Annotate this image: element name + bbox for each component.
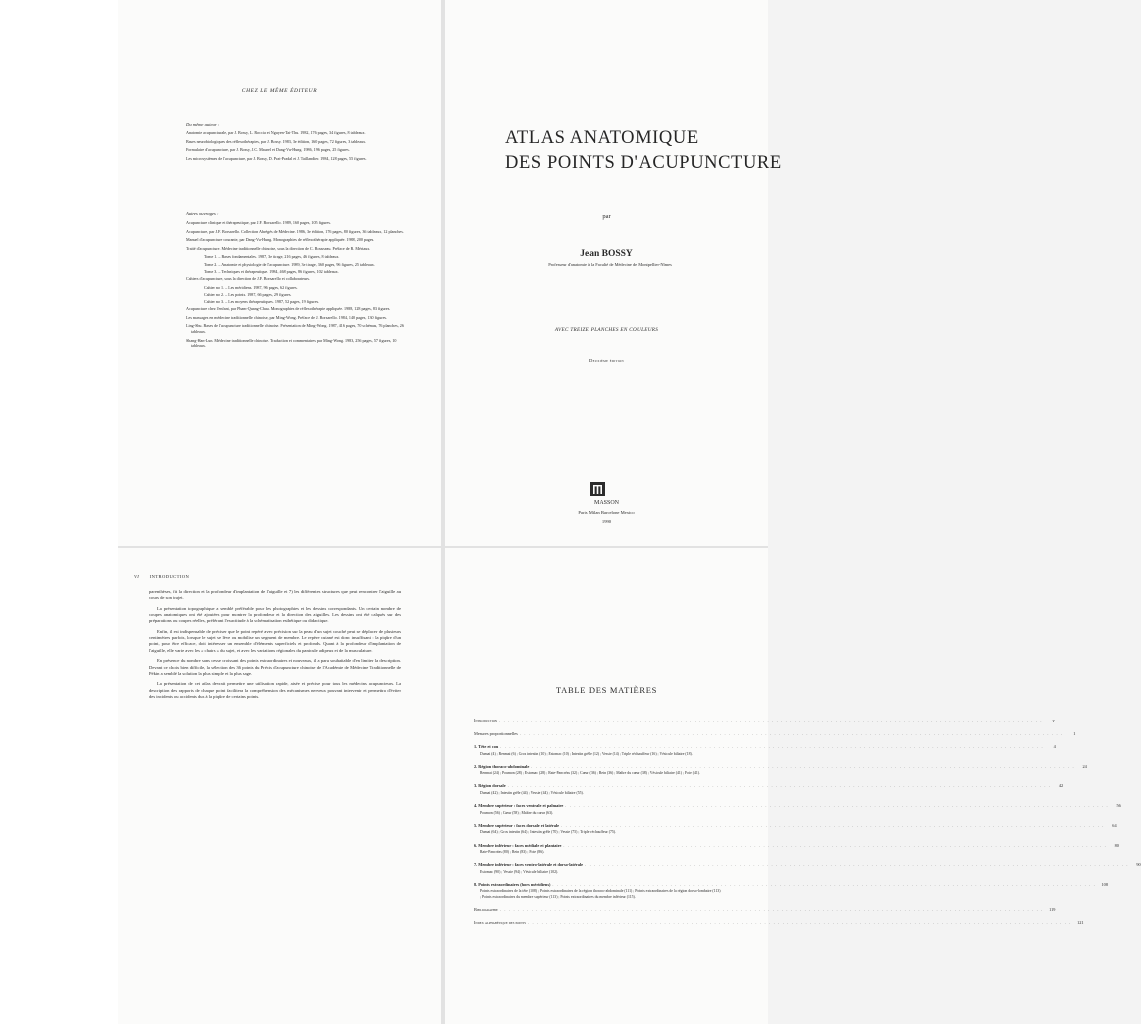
list-item: Acupuncture chez l'enfant, par Pham-Quang-Chau. Monographies de réflexothérapie appliquée. 1988, 128 pages, 83 figures. (186, 306, 391, 312)
toc-entry (474, 783, 1064, 796)
toc-leader-dots: . . . . . . . . . . . . . . . . . . . . . . . . . . . . . . . . . . . . . . . . . . . . . . . . . . . . . . . . . . . . . . . . . . . . . . . . . . . . . . . . . . . . . . . . . . . . . . . . . . . . . . . . . . . . . . . . . . . . . . . . (561, 822, 1105, 828)
page-title-page (445, 0, 782, 546)
author-affiliation: Professeur d'anatomie à la Faculté de Médecine de Montpellier-Nîmes (548, 262, 672, 267)
same-author-list (186, 130, 404, 164)
toc-subentries: Poumon (56) ; Cœur (58) ; Maître du cœur (63). (480, 810, 554, 815)
list-item: Cahier no 2. – Les points. 1987, 66 pages, 29 figures. (204, 291, 292, 297)
publication-year: 1990 (601, 519, 612, 524)
toc-leader-dots: . . . . . . . . . . . . . . . . . . . . . . . . . . . . . . . . . . . . . . . . . . . . . . . . . . . . . . . . . . . . . . . . . . . . . . . . . . . . . . . . . . . . . . . . . . . . . . . . . . . . . . . . . . . . . . . . . . . . . . . . (531, 763, 1075, 769)
toc-leader-dots: . . . . . . . . . . . . . . . . . . . . . . . . . . . . . . . . . . . . . . . . . . . . . . . . . . . . . . . . . . . . . . . . . . . . . . . . . . . . . . . . . . . . . . . . . . . . . . . . . . . . . . . . . . . . . . . . . . . . . . . . (500, 744, 1044, 749)
toc-row (474, 718, 1055, 724)
publisher-header: CHEZ LE MÊME ÉDITEUR (241, 88, 318, 94)
list-item: Shang-Han-Lun. Médecine traditionnelle chinoise. Traduction et commentaires par Ming-Wong. 1983, 256 pages, 57 figures, 10 tableaux. (186, 337, 397, 349)
other-works-list (186, 220, 404, 352)
toc-leader-dots: . . . . . . . . . . . . . . . . . . . . . . . . . . . . . . . . . . . . . . . . . . . . . . . . . . . . . . . . . . . . . . . . . . . . . . . . . . . . . . . . . . . . . . . . . . . . . . . . . . . . . . . . . . . . . . . . . . . . . . . . (507, 783, 1052, 789)
list-item: Ling-Shu. Bases de l'acupuncture traditionnelle chinoise. Présentation de Ming-Wong. 1987, 416 pages, 70 schémas, 76 planches, 26 tableaux. (186, 323, 404, 335)
toc-leader-dots: . . . . . . . . . . . . . . . . . . . . . . . . . . . . . . . . . . . . . . . . . . . . . . . . . . . . . . . . . . . . . . . . . . . . . . . . . . . . . . . . . . . . . . . . . . . . . . . . . . . . . . . . . . . . . . . . . . . . . . . . (565, 803, 1109, 809)
list-item: Manuel d'acupuncture courante, par Dang-Vu-Hung. Monographies de réflexothérapie appliquée. 1988, 200 pages. (186, 237, 375, 243)
toc-page-number: 64 (1112, 822, 1117, 828)
list-item: Bases neurobiologiques des réflexothérapies, par J. Bossy. 1983, 3e édition, 160 pages, 72 figures, 3 tableaux. (186, 138, 367, 144)
toc-row (474, 842, 1119, 849)
scan-left-margin (0, 0, 118, 1024)
page-introduction (118, 548, 441, 1024)
list-item: Formulaire d'acupuncture, par J. Bossy, J.C. Maurel et Dang-Vu-Hung. 1986, 196 pages, 25 figures. (186, 147, 350, 153)
plates-note: AVEC TREIZE PLANCHES EN COULEURS (554, 327, 659, 333)
list-item: Tome 1. – Bases fondamentales. 1987, 3e tirage, 216 pages, 46 figures, 8 tableaux. (204, 254, 340, 260)
list-item: Tome 3. – Techniques et thérapeutique. 1984, 468 pages, 86 figures, 102 tableaux. (204, 268, 339, 274)
toc-row (474, 783, 1064, 789)
running-head (134, 574, 189, 579)
toc-title: TABLE DES MATIÈRES (555, 685, 658, 695)
list-item: Cahier no 1. – Les méridiens. 1987, 96 pages, 62 figures. (204, 284, 298, 290)
toc-page-number: 121 (1077, 919, 1084, 925)
introduction-body (149, 589, 401, 705)
toc-leader-dots: . . . . . . . . . . . . . . . . . . . . . . . . . . . . . . . . . . . . . . . . . . . . . . . . . . . . . . . . . . . . . . . . . . . . . . . . . . . . . . . . . . . . . . . . . . . . . . . . . . . . . . . . . . . . . . . . . . . . . . . . (585, 862, 1129, 868)
toc-page-number: 42 (1058, 783, 1064, 789)
book-title-line-1: ATLAS ANATOMIQUE (505, 128, 699, 148)
toc-label: Index alphabétique des points (474, 919, 526, 925)
book-title-line-2: DES POINTS D'ACUPUNCTURE (505, 153, 782, 173)
same-author-label: Du même auteur : (186, 122, 220, 127)
toc-entry (474, 731, 1076, 737)
toc-entry (474, 919, 1084, 926)
toc-subentries: Dumai (4) ; Renmai (6) ; Gros intestin (10) ; Estomac (10) ; Intestin grêle (12) ; Vessie (14) ; Triple réchauffeur (16) ; Vésicule biliaire (18). (480, 751, 693, 756)
toc-leader-dots: . . . . . . . . . . . . . . . . . . . . . . . . . . . . . . . . . . . . . . . . . . . . . . . . . . . . . . . . . . . . . . . . . . . . . . . . . . . . . . . . . . . . . . . . . . . . . . . . . . . . . . . . . . . . . . . . . . . . . . . . (552, 881, 1096, 887)
toc-page-number: 119 (1049, 906, 1056, 912)
publisher-name: MASSON (593, 500, 619, 506)
paragraph: La présentation topographique a semblé préférable pour les photographies et les dessins correspondants. Un certain nombre de coupes anatomiques ont été ajoutées pour montrer la profondeur et la direction des aiguilles. Les dessins ont été calqués sur des préparations ou coupes réelles, préférant l'exactitude à la schématisation esthétique ou didactique. (149, 605, 401, 624)
list-item: Cahiers d'acupuncture, sous la direction de J.F. Borsarello et collaborateurs. (186, 275, 310, 281)
toc-row (474, 919, 1084, 926)
toc-label: 6. Membre inférieur : faces médiale et plantaire (474, 842, 562, 848)
toc-row (474, 803, 1121, 809)
paragraph: En présence du nombre sans cesse croissant des points extraordinaires et nouveaux, il a paru souhaitable d'en limiter la description. Devant ce choix bien difficile, la sélection des 36 points du Précis d'acupuncture chinoise de l'Académie de Médecine Traditionnelle de Pékin a semblé la solution la plus simple et la plus sage. (149, 658, 401, 676)
page-publisher-list (118, 0, 441, 546)
toc-subentries: Rate-Pancréas (80) ; Rein (83) ; Foie (86). (480, 850, 545, 855)
toc-page-number: 1 (1073, 731, 1076, 736)
toc-subentries: Renmai (24) ; Poumon (28) ; Estomac (28) ; Rate-Pancréas (32) ; Cœur (36) ; Rein (36) ; Maître du cœur (38) ; Vésicule biliaire (41) ; Foie (41). (480, 771, 700, 776)
toc-entry (474, 763, 1087, 777)
toc-row (474, 881, 1108, 888)
paragraph: parenthèses, fit la direction et la profondeur d'implantation de l'aiguille et 7) les différentes structures que peut rencontrer l'aiguille au cours de son trajet. (149, 589, 401, 601)
toc-row (474, 906, 1056, 913)
page-table-of-contents (445, 548, 1141, 1024)
toc-label: Bibliographie (474, 906, 498, 912)
toc-page-number: 24 (1082, 763, 1087, 769)
toc-leader-dots: . . . . . . . . . . . . . . . . . . . . . . . . . . . . . . . . . . . . . . . . . . . . . . . . . . . . . . . . . . . . . . . . . . . . . . . . . . . . . . . . . . . . . . . . . . . . . . . . . . . . . . . . . . . . . . . . . . . . . . . . (519, 731, 1064, 736)
list-item: Cahier no 3. – Les moyens thérapeutiques. 1987, 52 pages, 19 figures. (204, 298, 320, 304)
toc-list (474, 718, 1141, 933)
toc-subentries: Points extraordinaires de la tête (108) ; Points extraordinaires de la région thoraco-abdominale (111) ; Points extraordinaires de la région dorso-lombaire (113) ; Points extraordinaires du membre supérieur (113) ; Points extraordinaires du membre inférieur (115). (480, 889, 721, 899)
toc-label: 5. Membre supérieur : faces dorsale et latérale (474, 822, 560, 828)
author-name: Jean BOSSY (580, 249, 633, 259)
list-item: Les microsystèmes de l'acupuncture, par J. Bossy, D. Prat-Pradal et J. Taillandier. 1984, 128 pages, 55 figures. (186, 155, 367, 161)
toc-page-number: 90 (1136, 862, 1141, 868)
list-item: Acupuncture, par J.F. Borsarello. Collection Abrégés de Médecine. 1986, 3e édition, 176 pages, 80 figures, 36 tableaux, 12 planches. (186, 228, 404, 234)
masson-logo-icon (590, 482, 605, 496)
toc-entry (474, 842, 1119, 856)
toc-entry (474, 718, 1055, 724)
toc-leader-dots: . . . . . . . . . . . . . . . . . . . . . . . . . . . . . . . . . . . . . . . . . . . . . . . . . . . . . . . . . . . . . . . . . . . . . . . . . . . . . . . . . . . . . . . . . . . . . . . . . . . . . . . . . . . . . . . . . . . . . . . . (528, 919, 1072, 925)
page-number: VI (134, 574, 140, 579)
toc-label: 1. Tête et cou (474, 744, 499, 749)
publisher-cities: Paris Milan Barcelone Mexico (578, 510, 635, 515)
list-item: Les massages en médecine traditionnelle chinoise, par Ming-Wong. Préface de J. Borsarello. 1984, 140 pages, 130 figures. (186, 314, 388, 320)
toc-subentries: Dumai (42) ; Intestin grêle (44) ; Vessie (44) ; Vésicule biliaire (55). (480, 790, 584, 795)
toc-label: 4. Membre supérieur : faces ventrale et palmaire (474, 803, 564, 809)
running-head-title: INTRODUCTION (149, 574, 190, 579)
toc-label: 7. Membre inférieur : faces ventro-latérale et dorso-latérale (474, 862, 584, 868)
toc-page-number: 108 (1101, 881, 1108, 887)
list-item: Acupuncture clinique et thérapeutique, par J.F. Borsarello. 1989, 160 pages, 105 figures. (186, 220, 331, 225)
toc-row (474, 822, 1117, 829)
toc-entry (474, 881, 1108, 900)
by-label: par (602, 213, 611, 220)
toc-label: 3. Région dorsale (474, 783, 506, 789)
toc-leader-dots: . . . . . . . . . . . . . . . . . . . . . . . . . . . . . . . . . . . . . . . . . . . . . . . . . . . . . . . . . . . . . . . . . . . . . . . . . . . . . . . . . . . . . . . . . . . . . . . . . . . . . . . . . . . . . . . . . . . . . . . . (563, 842, 1107, 848)
toc-entry (474, 803, 1121, 816)
toc-entry (474, 862, 1141, 875)
toc-page-number: 4 (1053, 744, 1056, 749)
toc-label: 8. Points extraordinaires (hors méridiens) (474, 881, 551, 887)
other-works-label: Autres ouvrages : (186, 211, 219, 216)
toc-entry (474, 906, 1056, 913)
toc-entry (474, 822, 1117, 836)
paragraph: La présentation de cet atlas devrait permettre une utilisation rapide, aisée et précise pour tous les médecins acupuncteurs. La description des rapports de chaque point facilitera la compréhension des mécanismes nerveux pouvant intervenir et permettra d'éviter des incidents ou accidents dus à la piqûre de certains points. (149, 681, 401, 699)
toc-entry (474, 744, 1056, 757)
toc-label: Introduction (474, 718, 498, 723)
toc-leader-dots: . . . . . . . . . . . . . . . . . . . . . . . . . . . . . . . . . . . . . . . . . . . . . . . . . . . . . . . . . . . . . . . . . . . . . . . . . . . . . . . . . . . . . . . . . . . . . . . . . . . . . . . . . . . . . . . . . . . . . . . . (499, 718, 1043, 723)
list-item: Traité d'acupuncture. Médecine traditionnelle chinoise, sous la direction de C. Rousseau. Préface de R. Mériaux. (186, 245, 371, 251)
toc-row (474, 763, 1087, 770)
toc-row (474, 731, 1076, 737)
toc-subentries: Estomac (90) ; Vessie (94) ; Vésicule biliaire (102). (480, 869, 559, 874)
toc-page-number: 80 (1114, 842, 1119, 848)
toc-leader-dots: . . . . . . . . . . . . . . . . . . . . . . . . . . . . . . . . . . . . . . . . . . . . . . . . . . . . . . . . . . . . . . . . . . . . . . . . . . . . . . . . . . . . . . . . . . . . . . . . . . . . . . . . . . . . . . . . . . . . . . . . (499, 906, 1044, 912)
toc-label: 2. Région thoraco-abdominale (474, 763, 530, 769)
list-item: Tome 2. – Anatomie et physiologie de l'acupuncture. 1989, 3e tirage, 360 pages, 96 figures, 25 tableaux. (204, 261, 375, 267)
paragraph: Enfin, il est indispensable de préciser que le point repéré avec précision sur la peau d'un sujet couché peut se déplacer de plusieurs centimètres parfois, lorsque le sujet se lève ou mobilise un segment de membre. Le repère cutané est donc insuffisant : la piqûre d'un point, pour être efficace, doit intéresser un ensemble d'éléments superficiels et profonds. Quant à la profondeur d'implantation de l'aiguille, elle varie avec les « chairs » du sujet, et avec les variations régionales du panicule adipeux et de la musculature. (149, 629, 401, 653)
toc-label: Mesures proportionnelles (474, 731, 518, 736)
toc-page-number: 56 (1116, 803, 1121, 809)
list-item: Anatomie acupuncturale, par J. Bossy, L. Roccia et Nguyen-Tai-Thu. 1982, 176 pages, 34 figures, 8 tableaux. (186, 130, 366, 135)
toc-subentries: Dumai (64) ; Gros intestin (64) ; Intestin grêle (70) ; Vessie (75) ; Triple réchauffeur (75). (480, 830, 616, 835)
edition-note: Deuxième édition (589, 358, 624, 363)
toc-row (474, 744, 1056, 750)
toc-row (474, 862, 1141, 868)
toc-page-number: v (1052, 718, 1055, 723)
